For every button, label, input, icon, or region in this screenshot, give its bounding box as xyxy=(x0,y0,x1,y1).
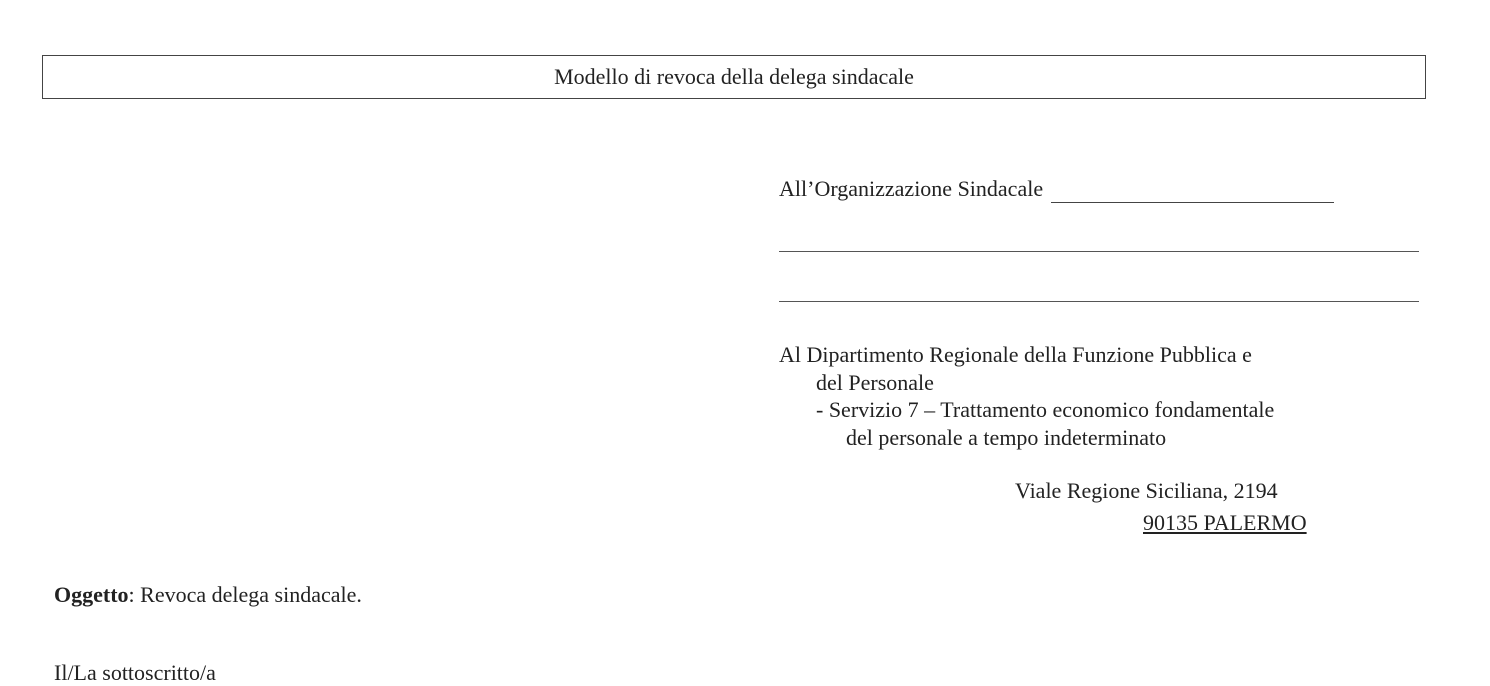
department-line-3: - Servizio 7 – Trattamento economico fondamentale xyxy=(816,397,1275,422)
subject-separator: : xyxy=(128,582,135,607)
department-line-2: del Personale xyxy=(816,369,934,395)
subject-text: Revoca delega sindacale. xyxy=(134,582,362,607)
address-street: Viale Regione Siciliana, 2194 xyxy=(1015,478,1278,503)
recipient-department xyxy=(779,341,1439,451)
subject-line xyxy=(54,582,362,608)
document-title: Modello di revoca della delega sindacale xyxy=(554,64,914,89)
blank-address-line-2 xyxy=(779,301,1419,302)
blank-address-line-1 xyxy=(779,251,1419,252)
recipient-organization xyxy=(779,175,1419,203)
recipient-org-label: All’Organizzazione Sindacale xyxy=(779,176,1044,201)
department-line-1: Al Dipartimento Regionale della Funzione Pubblica e xyxy=(779,342,1252,367)
subject-label: Oggetto xyxy=(54,582,129,607)
signer-intro: Il/La sottoscritto/a xyxy=(54,660,216,685)
department-line-4: del personale a tempo indeterminato xyxy=(846,424,1167,450)
address-city: 90135 PALERMO xyxy=(1143,510,1307,535)
recipient-org-fill-line xyxy=(1051,178,1334,203)
document-title-box xyxy=(42,55,1426,99)
